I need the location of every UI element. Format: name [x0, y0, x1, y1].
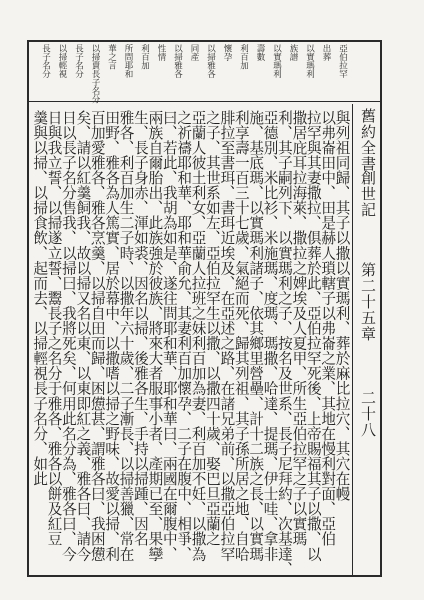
text-body [30, 106, 351, 577]
header-note: 以掃輕視 [57, 44, 67, 78]
text-column: 之子、其世系如左、亞伯拉罕生以撒、以撒四十歲、娶巴旦亞蘭之 [203, 110, 221, 547]
header-note: 利百加 [238, 44, 249, 70]
text-column: 亞蘭人彼土利女、亞蘭人拉班之妹利百加為妻、利百加不妊、以撒為 [189, 110, 207, 562]
text-column: 拉罕與其妻撒拉、俱葬於此、亞伯拉罕死後、上帝賜福其子以撒、以 [304, 110, 322, 562]
book-title: 舊約全書 [359, 108, 377, 172]
header-note: 以掃雅各 [172, 44, 183, 78]
chapter-heading: 第二十五章 [359, 262, 377, 342]
header-note: 以掃雅各 [205, 44, 216, 78]
header-note: 華之言 [106, 44, 117, 70]
header-note: 長子名分 [73, 44, 84, 78]
header-note: 以實瑪利 [304, 44, 315, 78]
header-note: 壽數 [255, 44, 265, 61]
header-note: 亞伯拉罕 [337, 44, 348, 78]
header-note: 族譜 [288, 44, 298, 61]
header-note: 所問耶和 [123, 44, 133, 78]
text-column: 以弗崙田中、田是赫人瑣轄子以弗崙之業、其地在慢利對面、亞伯 [319, 110, 337, 547]
text-column: 百加愛雅各、雅各烹羹、以掃自田而歸、困憊甚、謂雅各曰、我困憊 [88, 110, 106, 562]
text-column: 矣、請以紅羹飼我、故以掃又名以東、以東即紅之義、雅各曰、請今 [74, 110, 92, 562]
text-column: 利、其子嗣列下、以實瑪利之子、按名及世系、長子尼拜約、次基達、 [275, 110, 293, 577]
text-column: 施、基底瑪、以實瑪利諸子、依其鄉里營壘、計十二族之長、以實瑪 [247, 110, 265, 562]
header-note: 利百加 [139, 44, 150, 70]
header-notes [30, 42, 350, 104]
header-note: 出葬 [321, 44, 331, 61]
text-column: 亞德別、米比衫、米施瑪、度瑪、瑪撒、哈達、提瑪、伊士哇、拿非 [261, 110, 279, 562]
text-column: 生、長子身赤、渾如裘、因名以掃、後雅各生、手持以掃踵、因名 [131, 110, 149, 547]
text-column: 雅各、利百加生二子時、以撒年六十歲、二子漸長、以掃善獵、常在 [117, 110, 135, 562]
text-column: 與列祖同歸、其子以撒以實瑪利、葬於麻比拉穴、其穴在幔 [333, 110, 351, 502]
header-note: 長子名分 [40, 44, 51, 78]
header-note: 以掃賣長子名分 [90, 44, 100, 104]
header-note: 同產 [189, 44, 199, 61]
text-column: 日以長子名分售我、以掃曰、我將死矣、何用此名分為、雅各曰、今 [59, 110, 77, 562]
book-name: 創世記 [359, 170, 377, 218]
text-column: 撒居庇耳拉海萊、撒拉之婢埃及人夏甲、所生亞伯拉罕之子以實瑪 [290, 110, 308, 547]
text-column: 腓拉至書珥、書珥近埃及、在亞述之路、在諸兄弟前、以撒亞伯拉罕 [218, 110, 236, 562]
page-number: 二十八 [359, 390, 377, 438]
text-column: 田野、雅各為人篤實、居於幕中、以撒嗜以掃之野味、故愛以掃、利 [103, 110, 121, 562]
header-note: 懷孕 [222, 44, 232, 61]
header-note: 性情 [156, 44, 166, 61]
header-note: 以實瑪利 [271, 44, 282, 78]
text-column: 羹與以掃、以掃食飲、起而去、以掃輕視長子名分、如此 [31, 110, 49, 487]
text-column: 利享壽一百三十七歲、氣絕而死、歸其列祖、其子孫所居之地、自哈 [232, 110, 250, 562]
text-column: 日與我立誓、以掃遂立誓、鬻長子之名分于雅各、雅各以餅及紅豆 [45, 110, 63, 547]
text-column: 之祈禱耶和華、耶和華俞允、其妻利百加懷孕、二子在腹中、相爭、 [175, 110, 193, 562]
text-column: 兩族自爾胎出、此族強於彼族、將來大者服事小者、產期已至、果孿 [146, 110, 164, 562]
text-column: 曰、若此、我胡為如是、遂往問耶和華、耶和華曰、兩國在爾腹中、 [160, 110, 178, 562]
